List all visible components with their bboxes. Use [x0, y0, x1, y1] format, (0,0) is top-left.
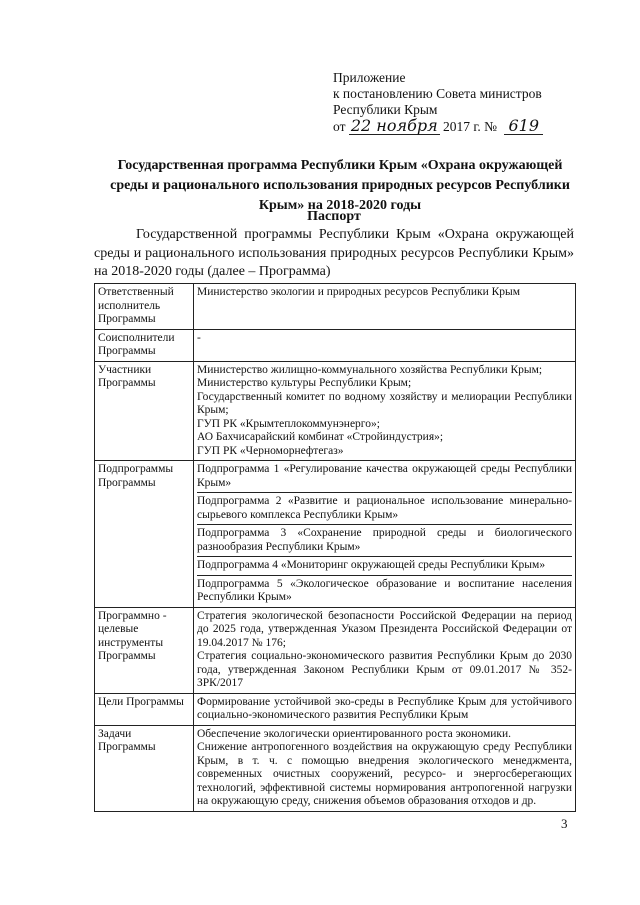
appendix-date-line: [333, 118, 543, 135]
date-prefix: от: [333, 119, 346, 134]
participant-item: Министерство культуры Республики Крым;: [197, 377, 412, 389]
row-label: Участники Программы: [95, 361, 194, 461]
appendix-block: [333, 70, 543, 135]
handwritten-date: 22 ноября: [350, 116, 438, 135]
participant-item: ГУП РК «Черноморнефтегаз»: [197, 444, 344, 457]
subprogram-item: Подпрограмма 5 «Экологическое образование и воспитание населения Республики Крым»: [197, 577, 572, 603]
document-title: Государственная программа Республики Крым «Охрана окружающей среды и рационального использования природных ресурсов Республики Крым» на 2018-2020 годы: [110, 158, 570, 213]
page-number: 3: [561, 816, 568, 831]
instrument-item: Стратегия экологической безопасности Российской Федерации на период до 2025 года, утвержденная Указом Президента Российской Федерации от 19.04.2017 № 176;: [197, 609, 572, 649]
subprogram-item: Подпрограмма 2 «Развитие и рациональное использование минерально-сырьевого комплекса Республики Крым»: [197, 493, 572, 525]
passport-table: [94, 283, 576, 812]
table-row: [95, 361, 576, 461]
row-label: Соисполнители Программы: [95, 329, 194, 361]
task-item: Обеспечение экологически ориентированного роста экономики.: [197, 727, 511, 740]
row-value: [194, 461, 576, 608]
row-label: Подпрограммы Программы: [95, 461, 194, 608]
table-row: [95, 725, 576, 811]
table-row: [95, 461, 576, 608]
handwritten-number: 619: [504, 118, 543, 135]
task-item: Снижение антропогенного воздействия на окружающую среду Республики Крым, в т. ч. с помощью внедрения экологического менеджмента, современных очистных сооружений, ресурсо- и энергосберегающих технологий, эффективной системы нормирования антропогенной нагрузки на окружающую среду, снижения объемов образования отходов и др.: [197, 741, 572, 807]
appendix-line-3: Республики Крым: [333, 102, 438, 117]
passport-intro: Государственной программы Республики Крым «Охрана окружающей среды и рационального использования природных ресурсов Республики Крым» на 2018-2020 годы (далее – Программа): [94, 227, 574, 279]
row-value: [194, 361, 576, 461]
participant-item: АО Бахчисарайский комбинат «Стройиндустрия»;: [197, 431, 444, 443]
appendix-line-2: к постановлению Совета министров: [333, 86, 542, 101]
participant-item: Министерство жилищно-коммунального хозяйства Республики Крым;: [197, 363, 543, 376]
table-row: [95, 693, 576, 725]
row-label: Программно - целевые инструменты Программы: [95, 607, 194, 693]
row-label: Задачи Программы: [95, 725, 194, 811]
row-value: -: [194, 329, 576, 361]
subprogram-item: Подпрограмма 4 «Мониторинг окружающей среды Республики Крым»: [197, 557, 572, 576]
row-label: Ответственный исполнитель Программы: [95, 284, 194, 330]
participant-item: ГУП РК «Крымтеплокоммунэнерго»;: [197, 417, 380, 430]
row-value: Формирование устойчивой эко-среды в Республике Крым для устойчивого социально-экономического развития Республики Крым: [194, 693, 576, 725]
year-number-label: 2017 г. №: [443, 119, 498, 134]
appendix-line-1: Приложение: [333, 70, 406, 85]
table-row: [95, 284, 576, 330]
subprogram-item: Подпрограмма 1 «Регулирование качества окружающей среды Республики Крым»: [197, 461, 572, 493]
passport-heading: Паспорт: [307, 209, 361, 224]
row-value: Министерство экологии и природных ресурсов Республики Крым: [194, 284, 576, 330]
table-row: [95, 607, 576, 693]
instrument-item: Стратегия социально-экономического развития Республики Крым до 2030 года, утвержденная Законом Республики Крым от 09.01.2017 № 352-ЗРК/2017: [197, 650, 572, 689]
row-label: Цели Программы: [95, 693, 194, 725]
subprogram-item: Подпрограмма 3 «Сохранение природной среды и биологического разнообразия Республики Крым»: [197, 525, 572, 557]
row-value: [194, 725, 576, 811]
participant-item: Государственный комитет по водному хозяйству и мелиорации Республики Крым;: [197, 390, 572, 416]
row-value: [194, 607, 576, 693]
table-row: [95, 329, 576, 361]
